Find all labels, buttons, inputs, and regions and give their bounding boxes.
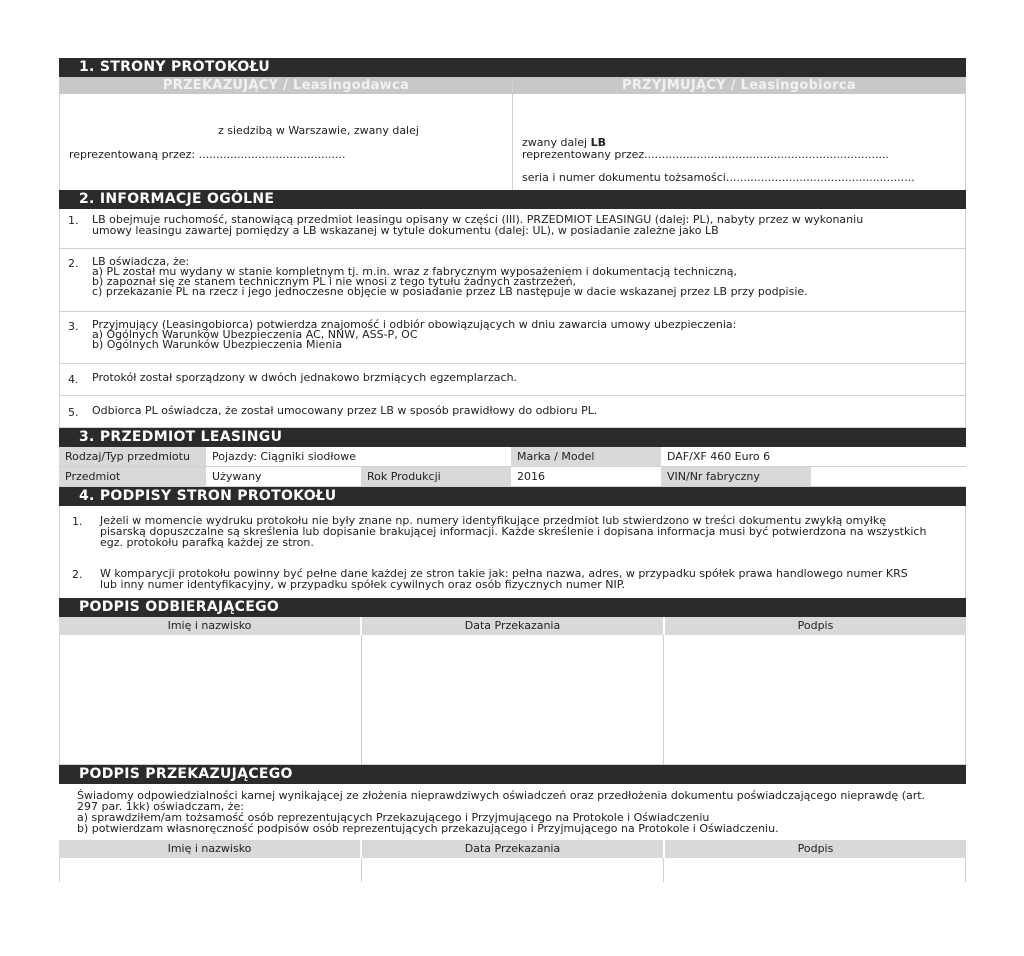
declaration-line: a) sprawdziłem/am tożsamość osób reprezentujących Przekazującego i Przyjmującego na Protokole i Oświadczeniu	[77, 811, 710, 824]
item-number: 1.	[72, 515, 83, 528]
transferor-represented-by: reprezentowaną przez: ..........................................	[69, 148, 346, 161]
item-number: 5.	[68, 406, 79, 419]
item-line: egz. protokołu parafką każdej ze stron.	[100, 536, 314, 549]
giver-signature-header: PODPIS PRZEKAZUJĄCEGO	[59, 765, 966, 784]
section-4-header: 4. PODPISY STRON PROTOKOŁU	[59, 487, 966, 506]
info-item-4	[59, 364, 966, 396]
subject-value: Używany	[206, 467, 361, 486]
item-number: 2.	[72, 568, 83, 581]
item-number: 4.	[68, 373, 79, 386]
section-1-header: 1. STRONY PROTOKOŁU	[59, 58, 966, 77]
transferor-header: PRZEKAZUJĄCY / Leasingodawca	[60, 77, 512, 94]
receiver-called-prefix: zwany dalej	[522, 136, 591, 149]
vin-value	[811, 467, 966, 486]
item-line: b) zapoznał się ze stanem technicznym PL i nie wnosi z tego tytułu żadnych zastrzeżeń,	[92, 275, 577, 288]
info-item-2	[59, 249, 966, 312]
item-line: W komparycji protokołu powinny być pełne dane każdej ze stron takie jak: pełna nazwa, adres, w przypadku spółek prawa handlowego numer KRS	[100, 567, 908, 580]
item-line: lub inny numer identyfikacyjny, w przypadku spółek cywilnych oraz osób fizycznych numer NIP.	[100, 578, 626, 591]
info-item-3	[59, 312, 966, 364]
receiver-id-document: seria i numer dokumentu tożsamości......................................................	[522, 171, 915, 184]
info-item-5	[59, 396, 966, 428]
section-3-header: 3. PRZEDMIOT LEASINGU	[59, 428, 966, 447]
declaration-line: 297 par. 1kk) oświadczam, że:	[77, 800, 245, 813]
item-line: umowy leasingu zawartej pomiędzy a LB wskazanej w tytule dokumentu (dalej: UL), w posiadanie zależne jako LB	[92, 224, 719, 237]
receiver-date-field[interactable]	[361, 635, 663, 765]
date-column-header: Data Przekazania	[362, 840, 665, 858]
receiver-signature-header: PODPIS ODBIERAJĄCEGO	[59, 598, 966, 617]
date-column-header: Data Przekazania	[362, 617, 665, 635]
declaration-line: Świadomy odpowiedzialności karnej wynikającej ze złożenia nieprawdziwych oświadczeń oraz przedłożenia dokumentu poświadczającego nieprawdę (art.	[77, 789, 926, 802]
brand-value: DAF/XF 460 Euro 6	[661, 447, 966, 466]
brand-label: Marka / Model	[511, 447, 661, 466]
giver-date-field[interactable]	[361, 858, 663, 882]
signature-rule-1	[59, 506, 966, 558]
year-value: 2016	[511, 467, 661, 486]
item-line: Jeżeli w momencie wydruku protokołu nie były znane np. numery identyfikujące przedmiot lub stwierdzono w treści dokumentu zwykłą omyłkę	[100, 514, 887, 527]
item-line: Protokół został sporządzony w dwóch jednakowo brzmiących egzemplarzach.	[92, 371, 518, 384]
item-line: LB obejmuje ruchomość, stanowiącą przedmiot leasingu opisany w części (III). PRZEDMIOT LEASINGU (dalej: PL), nabyty przez w wykonaniu	[92, 213, 864, 226]
item-number: 1.	[68, 214, 79, 227]
receiver-signature-fields	[59, 635, 966, 765]
item-line: b) Ogólnych Warunków Ubezpieczenia Mienia	[92, 338, 343, 351]
signature-column-header: Podpis	[665, 617, 966, 635]
section-2-header: 2. INFORMACJE OGÓLNE	[59, 190, 966, 209]
giver-declaration	[59, 784, 966, 840]
empty-cell	[361, 447, 511, 466]
type-value: Pojazdy: Ciągniki siodłowe	[206, 447, 361, 466]
transferor-body	[60, 94, 512, 190]
item-line: c) przekazanie PL na rzecz i jego jednoczesne objęcie w posiadanie przez LB następuje w dacie wskazanej przez LB przy podpisie.	[92, 285, 808, 298]
item-line: a) PL został mu wydany w stanie kompletnym tj. m.in. wraz z fabrycznym wyposażeniem i dokumentacją techniczną,	[92, 265, 737, 278]
receiver-column	[513, 77, 965, 190]
item-line: LB oświadcza, że:	[92, 255, 190, 268]
item-number: 2.	[68, 257, 79, 270]
receiver-name-field[interactable]	[59, 635, 361, 765]
name-column-header: Imię i nazwisko	[59, 840, 362, 858]
declaration-line: b) potwierdzam własnoręczność podpisów osób reprezentujących przekazującego i Przyjmującego na Protokole i Oświadczeniu.	[77, 822, 779, 835]
transferor-column	[60, 77, 513, 190]
item-line: Odbiorca PL oświadcza, że został umocowany przez LB w sposób prawidłowy do odbioru PL.	[92, 404, 598, 417]
receiver-represented-by: reprezentowany przez......................................................................	[522, 148, 889, 161]
subject-row-2	[59, 467, 966, 487]
subject-row-1	[59, 447, 966, 467]
protocol-document	[59, 58, 966, 882]
parties-grid	[59, 77, 966, 190]
item-line: Przyjmujący (Leasingobiorca) potwierdza znajomość i odbiór obowiązujących w dniu zawarcia umowy ubezpieczenia:	[92, 318, 737, 331]
info-item-1	[59, 209, 966, 249]
year-label: Rok Produkcji	[361, 467, 511, 486]
giver-signature-columns	[59, 840, 966, 858]
receiver-signature-columns	[59, 617, 966, 635]
item-line: a) Ogólnych Warunków Ubezpieczenia AC, NNW, ASS-P, OC	[92, 328, 418, 341]
signature-column-header: Podpis	[665, 840, 966, 858]
transferor-seat-text: z siedzibą w Warszawie, zwany dalej	[218, 124, 419, 137]
giver-name-field[interactable]	[59, 858, 361, 882]
receiver-header: PRZYJMUJĄCY / Leasingobiorca	[513, 77, 965, 94]
type-label: Rodzaj/Typ przedmiotu	[59, 447, 206, 466]
receiver-called-bold: LB	[590, 136, 606, 149]
signature-rule-2	[59, 558, 966, 598]
item-line: pisarską dopuszczalne są skreślenia lub dopisanie brakującej informacji. Każde skreślenie i dopisana informacja musi być potwierdzona na wszystkich	[100, 525, 927, 538]
giver-signature-field[interactable]	[663, 858, 966, 882]
receiver-body	[513, 94, 965, 190]
name-column-header: Imię i nazwisko	[59, 617, 362, 635]
receiver-signature-field[interactable]	[663, 635, 966, 765]
item-number: 3.	[68, 320, 79, 333]
giver-signature-fields	[59, 858, 966, 882]
subject-label: Przedmiot	[59, 467, 206, 486]
vin-label: VIN/Nr fabryczny	[661, 467, 811, 486]
